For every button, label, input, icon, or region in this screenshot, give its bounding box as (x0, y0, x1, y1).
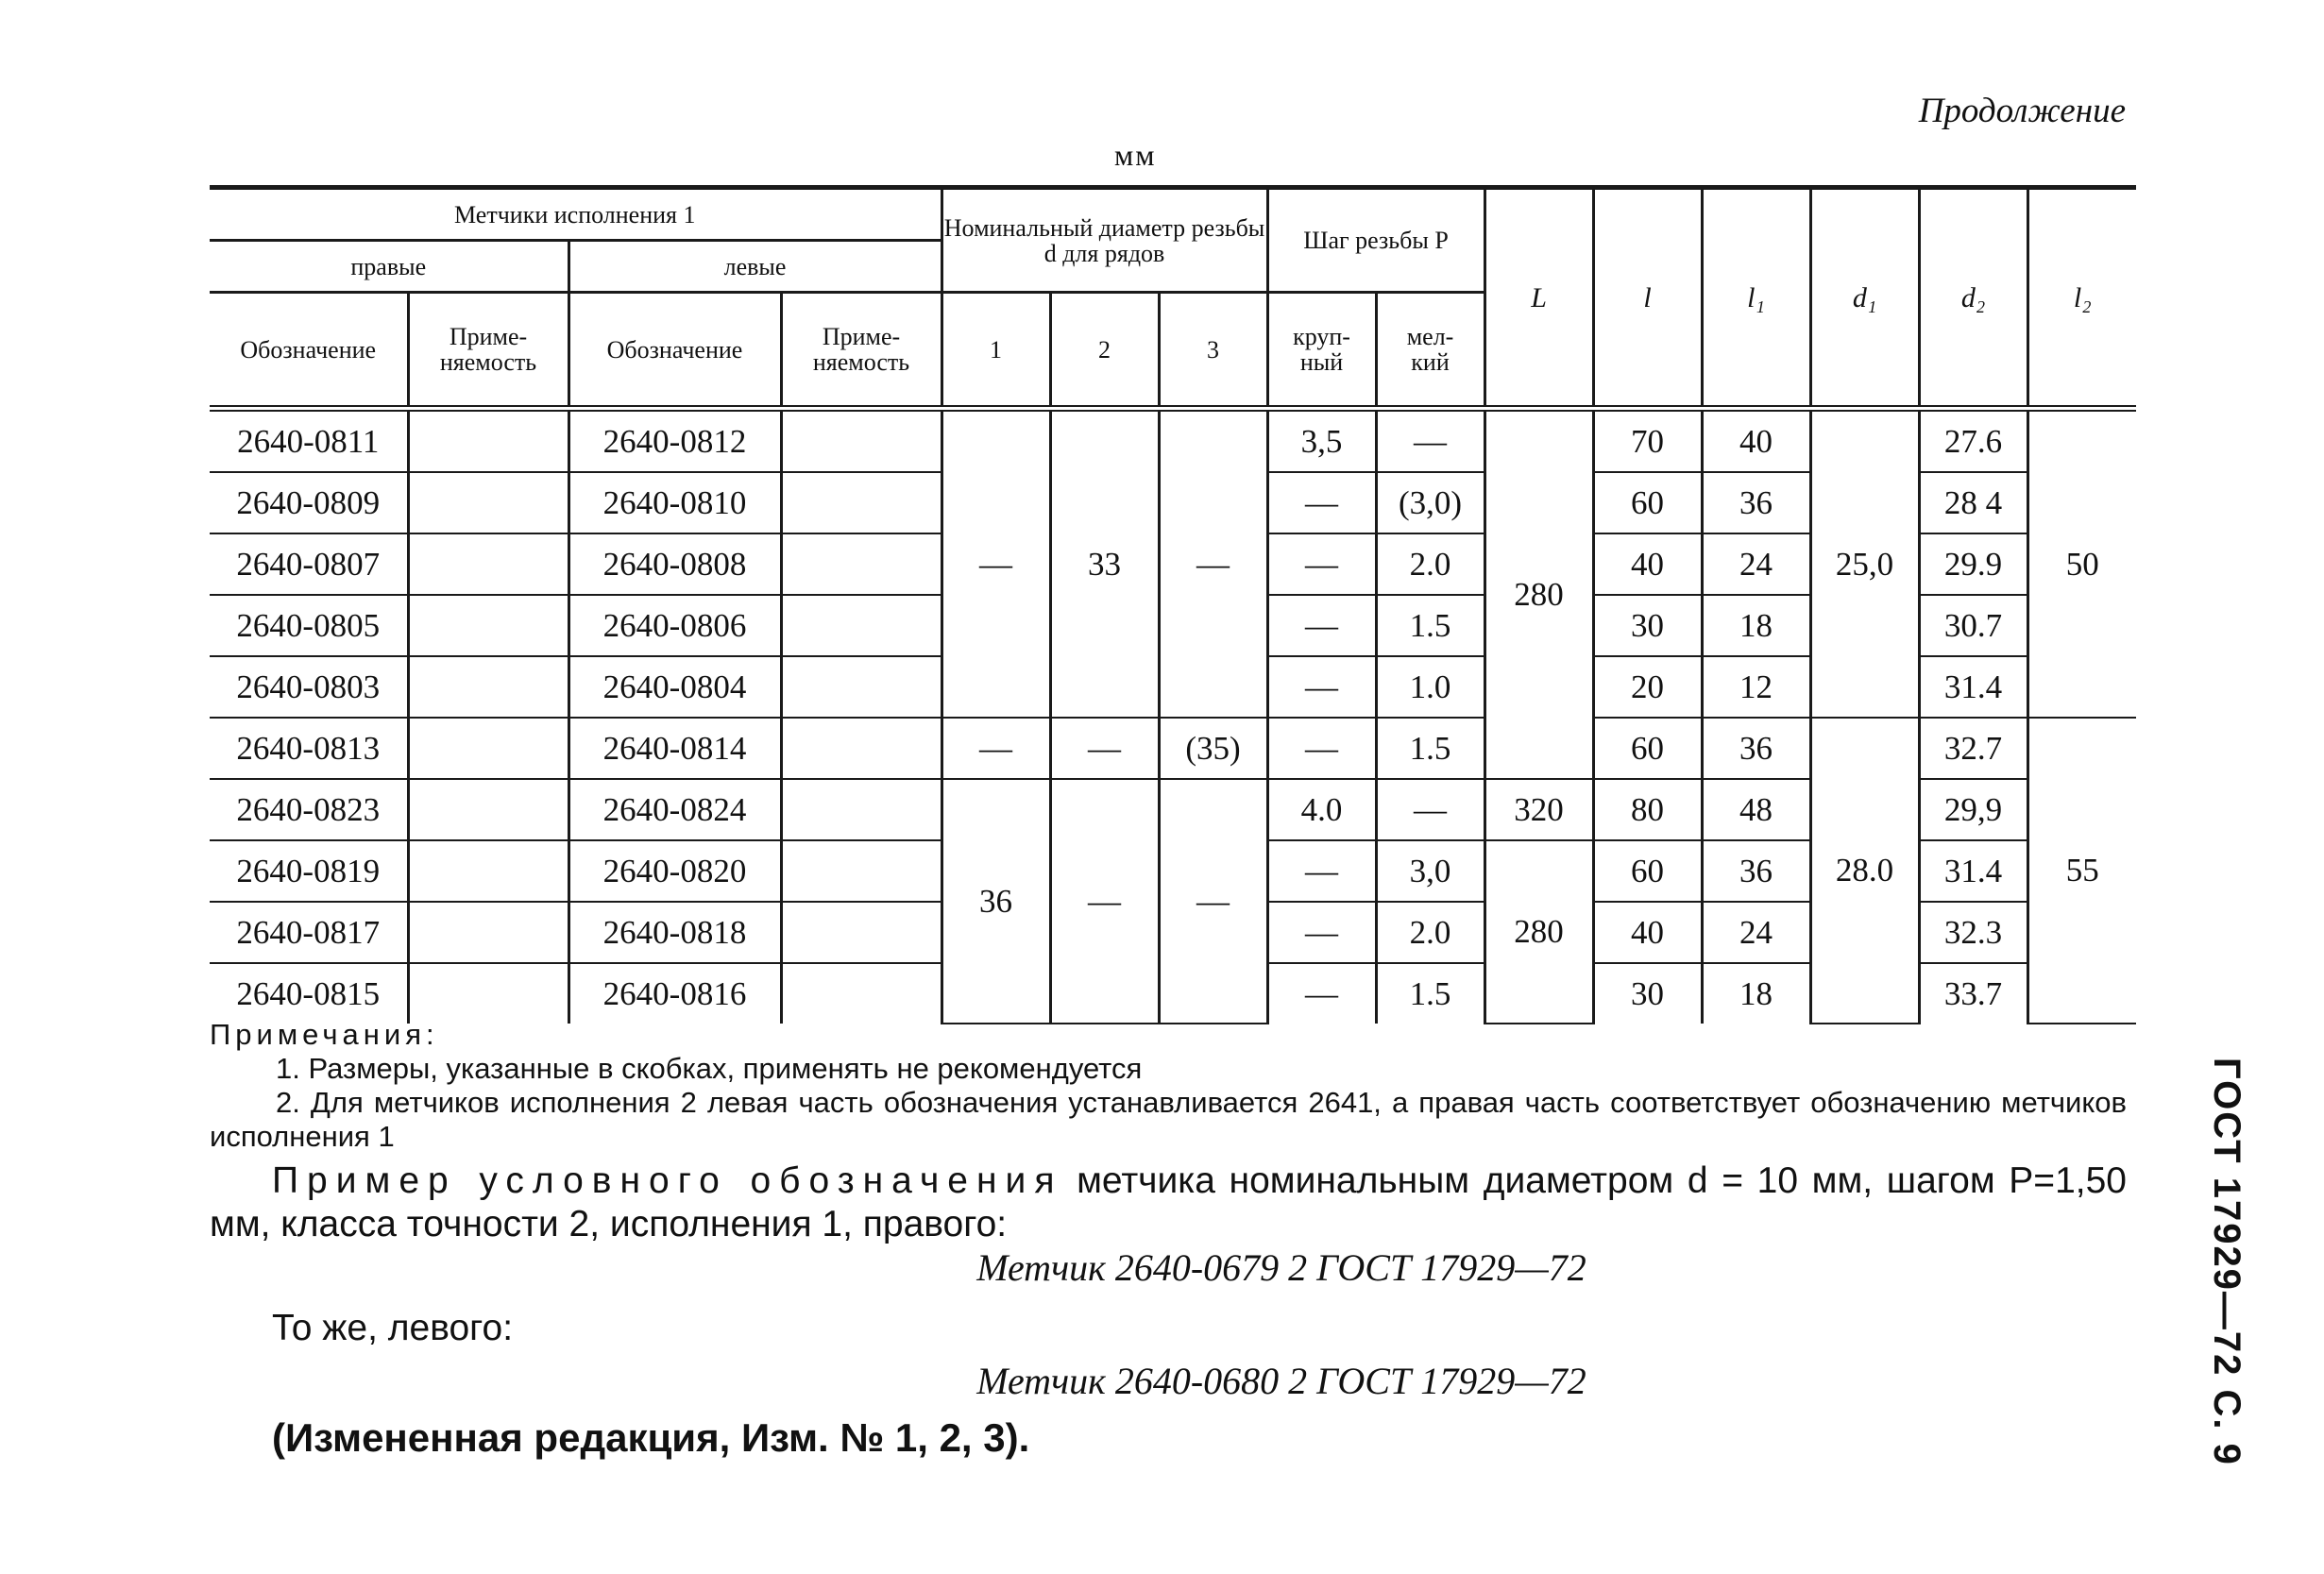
standard-page-stamp: ГОСТ 17929—72 С. 9 (2206, 1058, 2248, 1466)
pitch-coarse: — (1267, 533, 1376, 595)
right-applicability (408, 472, 568, 533)
left-applicability (781, 656, 941, 718)
left-applicability (781, 840, 941, 902)
d1-cell: 25,0 (1810, 409, 1919, 719)
left-designation: 2640-0812 (568, 409, 781, 473)
header-series-1: 1 (941, 293, 1050, 409)
pitch-coarse: — (1267, 595, 1376, 656)
header-right-applicability: Приме- няемость (408, 293, 568, 409)
series-2-cell: 33 (1050, 409, 1159, 719)
pitch-coarse: — (1267, 656, 1376, 718)
l1-value: 36 (1702, 472, 1810, 533)
units-label: мм (1114, 138, 1157, 172)
d2-value: 27.6 (1919, 409, 2027, 473)
header-fine: мел- кий (1376, 293, 1484, 409)
d2-value: 33.7 (1919, 963, 2027, 1024)
series-2-cell: — (1050, 779, 1159, 1024)
L-cell: 280 (1484, 840, 1593, 1024)
note-1: 1. Размеры, указанные в скобках, применять не рекомендуется (276, 1052, 1143, 1085)
l-value: 60 (1593, 718, 1702, 779)
right-designation: 2640-0805 (210, 595, 408, 656)
header-left-designation: Обозначение (568, 293, 781, 409)
left-designation: 2640-0824 (568, 779, 781, 840)
right-applicability (408, 963, 568, 1024)
left-designation: 2640-0806 (568, 595, 781, 656)
pitch-fine: — (1376, 409, 1484, 473)
series-3-cell: — (1159, 409, 1267, 719)
left-designation: 2640-0818 (568, 902, 781, 963)
pitch-coarse: — (1267, 472, 1376, 533)
table-body (210, 409, 2136, 1024)
table-row (210, 718, 2136, 779)
header-left-applicability: Приме- няемость (781, 293, 941, 409)
table-row (210, 409, 2136, 473)
right-designation: 2640-0823 (210, 779, 408, 840)
l-value: 20 (1593, 656, 1702, 718)
notes-block (210, 1018, 2127, 1154)
pitch-coarse: — (1267, 718, 1376, 779)
d2-value: 31.4 (1919, 840, 2027, 902)
l-value: 40 (1593, 533, 1702, 595)
l1-value: 40 (1702, 409, 1810, 473)
right-applicability (408, 718, 568, 779)
example-block (210, 1159, 2127, 1460)
header-right: правые (210, 241, 568, 293)
l-value: 60 (1593, 840, 1702, 902)
pitch-fine: 1.5 (1376, 718, 1484, 779)
l-value: 70 (1593, 409, 1702, 473)
l1-value: 18 (1702, 963, 1810, 1024)
header-l2: l₂ (2027, 188, 2136, 409)
left-applicability (781, 779, 941, 840)
header-d2: d₂ (1919, 188, 2027, 409)
pitch-fine: 1.0 (1376, 656, 1484, 718)
dimensions-table (210, 185, 2136, 1024)
note-2: 2. Для метчиков исполнения 2 левая часть обозначения устанавливается 2641, а правая часть соответствует обозначению метчиков исполнения 1 (210, 1086, 2127, 1153)
header-L: L (1484, 188, 1593, 409)
d2-value: 31.4 (1919, 656, 2027, 718)
d2-value: 29,9 (1919, 779, 2027, 840)
right-designation: 2640-0817 (210, 902, 408, 963)
right-designation: 2640-0813 (210, 718, 408, 779)
pitch-coarse: — (1267, 963, 1376, 1024)
l-value: 40 (1593, 902, 1702, 963)
l1-value: 24 (1702, 902, 1810, 963)
l-value: 60 (1593, 472, 1702, 533)
left-applicability (781, 718, 941, 779)
right-applicability (408, 779, 568, 840)
right-applicability (408, 595, 568, 656)
pitch-coarse: 4.0 (1267, 779, 1376, 840)
l2-cell: 55 (2027, 718, 2136, 1024)
series-3-cell: — (1159, 779, 1267, 1024)
designation-right: Метчик 2640-0679 2 ГОСТ 17929—72 (976, 1246, 1586, 1289)
left-applicability (781, 409, 941, 473)
same-left-label: То же, левого: (272, 1308, 514, 1348)
left-designation: 2640-0810 (568, 472, 781, 533)
l-value: 30 (1593, 963, 1702, 1024)
continuation-label: Продолжение (1918, 92, 2126, 130)
table-header (210, 188, 2136, 409)
header-right-designation: Обозначение (210, 293, 408, 409)
pitch-coarse: 3,5 (1267, 409, 1376, 473)
header-l: l (1593, 188, 1702, 409)
series-1-cell: — (941, 409, 1050, 719)
pitch-fine: (3,0) (1376, 472, 1484, 533)
header-pitch: Шаг резьбы P (1267, 188, 1484, 293)
example-lead-spaced: Пример условного обозначения (272, 1160, 1063, 1201)
header-left: левые (568, 241, 941, 293)
l-value: 80 (1593, 779, 1702, 840)
series-1-cell: — (941, 718, 1050, 779)
l1-value: 12 (1702, 656, 1810, 718)
right-applicability (408, 656, 568, 718)
right-applicability (408, 533, 568, 595)
right-designation: 2640-0809 (210, 472, 408, 533)
right-designation: 2640-0815 (236, 974, 381, 1012)
L-cell: 280 (1484, 409, 1593, 780)
right-designation: 2640-0811 (210, 409, 408, 473)
notes-title: Примечания: (210, 1018, 439, 1051)
pitch-coarse: — (1267, 902, 1376, 963)
pitch-fine: — (1376, 779, 1484, 840)
l1-value: 36 (1702, 840, 1810, 902)
d2-value: 30.7 (1919, 595, 2027, 656)
header-d1: d₁ (1810, 188, 1919, 409)
left-applicability (781, 533, 941, 595)
pitch-fine: 2.0 (1376, 533, 1484, 595)
l1-value: 36 (1702, 718, 1810, 779)
left-designation: 2640-0820 (568, 840, 781, 902)
left-applicability (781, 902, 941, 963)
left-designation: 2640-0814 (568, 718, 781, 779)
series-1-cell: 36 (941, 779, 1050, 1024)
l-value: 30 (1593, 595, 1702, 656)
header-taps-group: Метчики исполнения 1 (210, 188, 941, 241)
right-designation: 2640-0819 (210, 840, 408, 902)
d1-cell: 28.0 (1810, 718, 1919, 1024)
l1-value: 48 (1702, 779, 1810, 840)
pitch-fine: 3,0 (1376, 840, 1484, 902)
revision-note: (Измененная редакция, Изм. № 1, 2, 3). (272, 1415, 1030, 1460)
left-applicability (781, 472, 941, 533)
left-designation: 2640-0808 (568, 533, 781, 595)
header-coarse: круп- ный (1267, 293, 1376, 409)
example-lead-rest: метчика номинальным диаметром d = 10 мм, шагом P=1,50 мм, класса точности 2, исполнения 1, правого: (210, 1160, 2127, 1244)
right-designation: 2640-0803 (210, 656, 408, 718)
pitch-fine: 2.0 (1376, 902, 1484, 963)
right-designation: 2640-0807 (210, 533, 408, 595)
header-l1: l₁ (1702, 188, 1810, 409)
L-cell: 320 (1484, 779, 1593, 840)
series-3-cell: (35) (1159, 718, 1267, 779)
pitch-fine: 1.5 (1376, 595, 1484, 656)
d2-value: 28 4 (1919, 472, 2027, 533)
right-applicability (408, 840, 568, 902)
d2-value: 32.3 (1919, 902, 2027, 963)
right-applicability (408, 409, 568, 473)
d2-value: 29.9 (1919, 533, 2027, 595)
right-applicability (408, 902, 568, 963)
pitch-fine: 1.5 (1376, 963, 1484, 1024)
pitch-coarse: — (1267, 840, 1376, 902)
header-series-3: 3 (1159, 293, 1267, 409)
d2-value: 32.7 (1919, 718, 2027, 779)
l1-value: 18 (1702, 595, 1810, 656)
left-designation: 2640-0804 (568, 656, 781, 718)
left-applicability (781, 595, 941, 656)
l2-cell: 50 (2027, 409, 2136, 719)
designation-left: Метчик 2640-0680 2 ГОСТ 17929—72 (976, 1360, 1586, 1402)
header-nominal-diameter: Номинальный диаметр резьбы d для рядов (941, 188, 1267, 293)
left-applicability (781, 963, 941, 1024)
series-2-cell: — (1050, 718, 1159, 779)
l1-value: 24 (1702, 533, 1810, 595)
left-designation: 2640-0816 (568, 963, 781, 1024)
example-lead (210, 1159, 2127, 1246)
header-series-2: 2 (1050, 293, 1159, 409)
